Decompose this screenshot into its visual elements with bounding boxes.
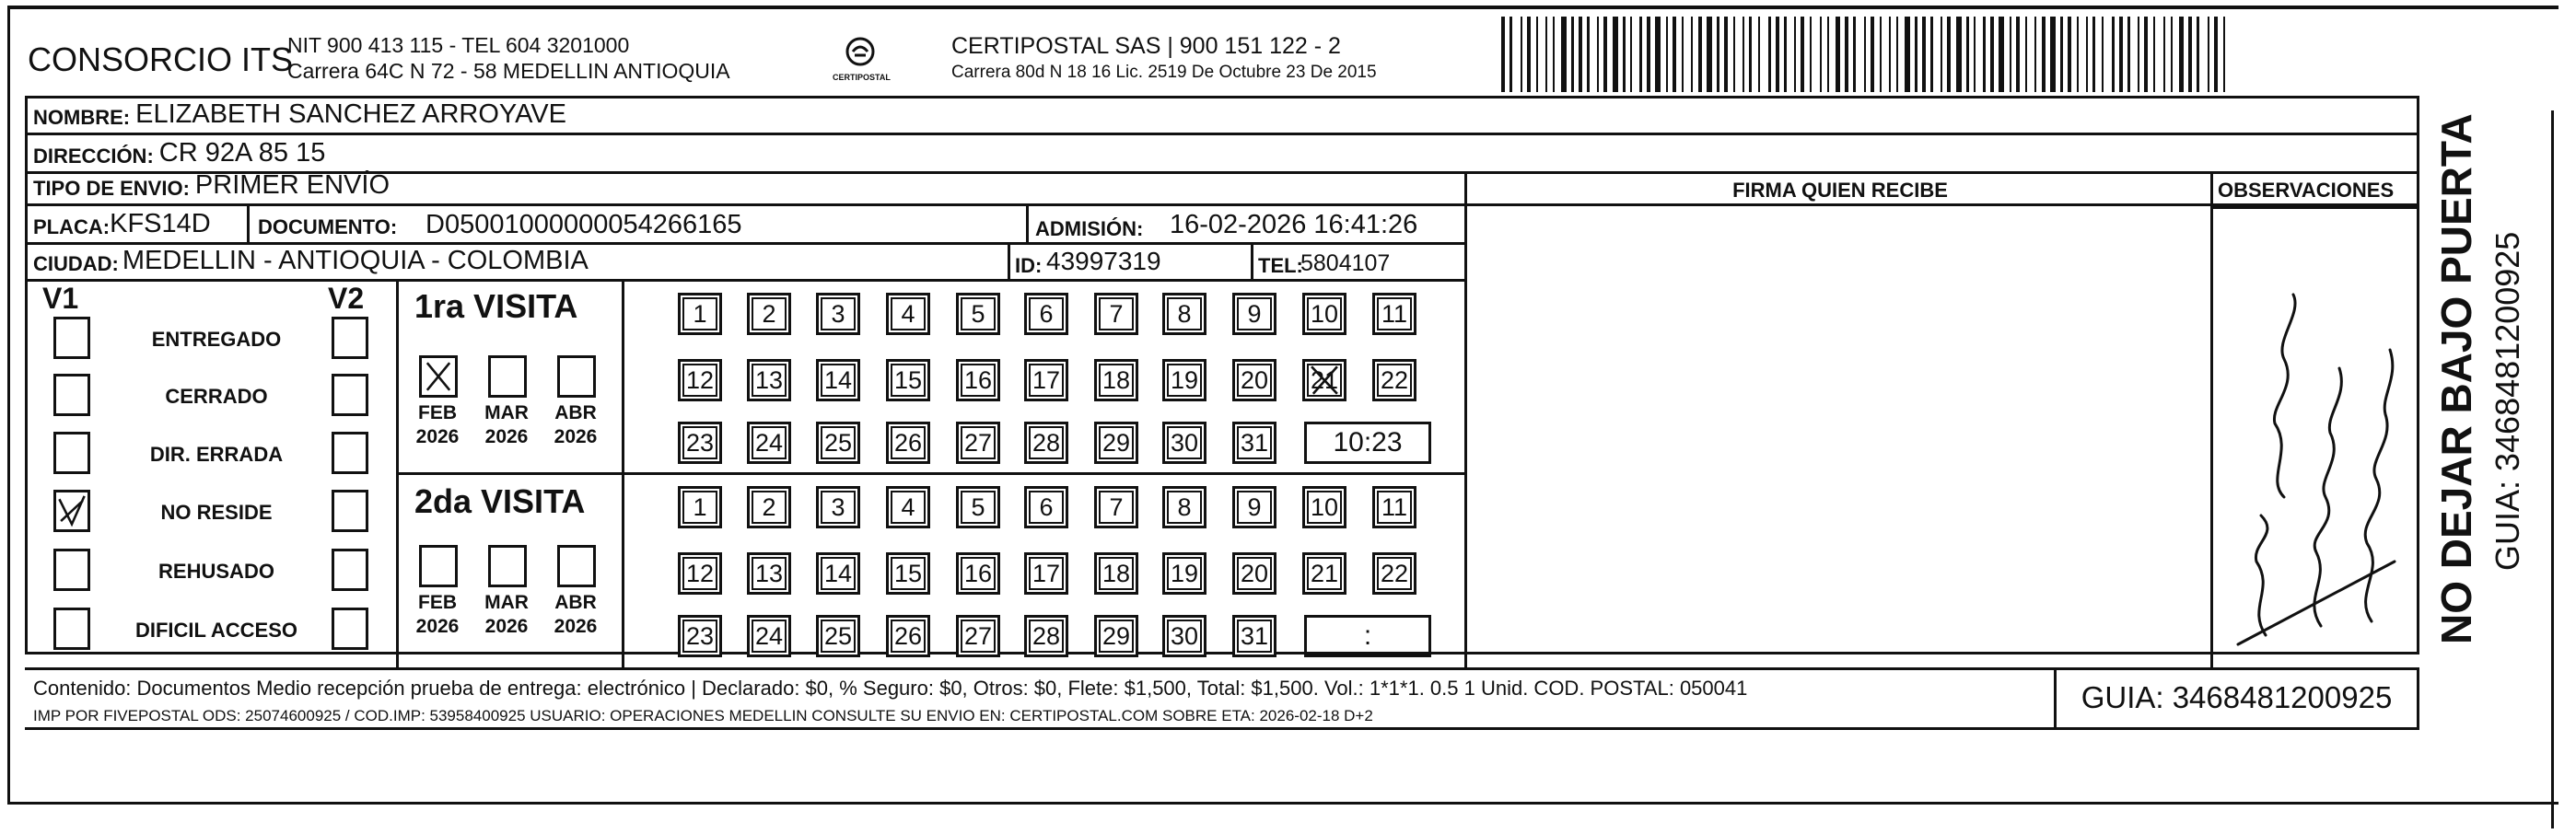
status-option-label: REHUSADO [158, 560, 274, 583]
documento-value: D05001000000054266165 [425, 210, 742, 239]
admision-divider [1026, 206, 1029, 245]
ciudad-label: CIUDAD: [33, 252, 119, 275]
day-box[interactable]: 23 [678, 422, 722, 464]
v2-checkbox[interactable] [332, 317, 368, 359]
month-year: 2026 [484, 616, 529, 637]
barcode-bar [1930, 17, 1933, 92]
visits-separator [396, 472, 1464, 475]
day-box[interactable]: 3 [816, 293, 860, 335]
barcode-bar [2092, 17, 2095, 92]
v2-checkbox[interactable] [332, 608, 368, 650]
day-box[interactable]: 2 [747, 486, 791, 528]
barcode-bar [1691, 17, 1693, 92]
status-option-label: DIR. ERRADA [149, 443, 284, 466]
tel-label: TEL: [1258, 254, 1303, 277]
day-box[interactable]: 12 [678, 359, 722, 401]
barcode-bar [1941, 17, 1942, 92]
barcode-bar [1853, 17, 1856, 92]
barcode-bar [1733, 17, 1735, 92]
barcode-bar [1784, 17, 1787, 92]
barcode-bar [2127, 17, 2130, 92]
day-box[interactable]: 19 [1162, 552, 1206, 595]
barcode-bar [1536, 17, 1538, 92]
month-year: 2026 [554, 616, 598, 637]
day-box[interactable]: 17 [1024, 552, 1068, 595]
barcode-bar [2214, 17, 2218, 92]
month-checkbox[interactable] [419, 545, 458, 587]
barcode-bar [1623, 17, 1626, 92]
day-box[interactable]: 19 [1162, 359, 1206, 401]
day-box[interactable]: 6 [1024, 293, 1068, 335]
barcode-bar [2016, 17, 2020, 92]
direccion-value: CR 92A 85 15 [158, 138, 326, 168]
placa-label: PLACA: [33, 215, 111, 238]
barcode-bar [2171, 17, 2173, 92]
barcode-bar [1743, 17, 1744, 92]
day-box[interactable]: 3 [816, 486, 860, 528]
day-box[interactable]: 22 [1372, 359, 1416, 401]
day-box[interactable]: 29 [1094, 422, 1138, 464]
barcode-bar [2112, 17, 2115, 92]
day-box[interactable]: 13 [747, 552, 791, 595]
day-box[interactable]: 10 [1302, 293, 1346, 335]
day-box[interactable]: 18 [1094, 359, 1138, 401]
month-name: ABR [554, 402, 597, 423]
tel-value: 5804107 [1300, 250, 1391, 276]
admision-value: 16-02-2026 16:41:26 [1170, 210, 1418, 239]
month-label [548, 401, 603, 449]
barcode-bar [1827, 17, 1829, 92]
barcode-bar [1905, 17, 1910, 92]
barcode-bar [1768, 17, 1771, 92]
barcode-bar [1571, 17, 1574, 92]
logo-caption: CERTIPOSTAL [833, 73, 891, 82]
day-box[interactable]: 27 [956, 615, 1000, 657]
v2-checkbox[interactable] [332, 549, 368, 591]
day-cross-mark [1305, 362, 1344, 399]
barcode-bar [2077, 17, 2079, 92]
right-edge-line [2551, 110, 2554, 828]
month-name: MAR [484, 592, 529, 613]
tipo-label: TIPO DE ENVIO: [33, 177, 190, 200]
first-visit-title: 1ra VISITA [414, 287, 578, 325]
barcode-bar [1666, 17, 1668, 92]
barcode-bar [2102, 17, 2104, 92]
day-box[interactable]: 20 [1232, 552, 1276, 595]
barcode-bar [1587, 17, 1590, 92]
time-box[interactable]: 10:23 [1304, 422, 1431, 464]
barcode-bar [1603, 17, 1607, 92]
barcode-bar [2060, 17, 2063, 92]
side-guia: GUIA: 3468481200925 [2489, 231, 2526, 571]
barcode-bar [2086, 17, 2088, 92]
barcode-bar [1864, 17, 1866, 92]
day-box[interactable]: 21 [1302, 359, 1346, 401]
month-name: ABR [554, 592, 597, 613]
day-box[interactable]: 4 [886, 486, 930, 528]
barcode-bar [2144, 17, 2148, 92]
ciudad-row [28, 245, 1464, 282]
v2-checkbox[interactable] [332, 490, 368, 532]
placa-value: KFS14D [110, 209, 211, 238]
status-option-label: DIFICIL ACCESO [134, 619, 297, 642]
barcode-bar [2153, 17, 2155, 92]
firma-divider [1464, 174, 1467, 667]
barcode-bar [1915, 17, 1917, 92]
barcode-bar [1845, 17, 1848, 92]
month-label [479, 401, 534, 449]
time-box[interactable]: : [1304, 615, 1431, 657]
month-year: 2026 [554, 426, 598, 447]
barcode-bar [1758, 17, 1760, 92]
day-box[interactable]: 30 [1162, 615, 1206, 657]
day-box[interactable]: 22 [1372, 552, 1416, 595]
barcode-bar [1810, 17, 1812, 92]
day-box[interactable]: 1 [678, 486, 722, 528]
firma-header: FIRMA QUIEN RECIBE [1732, 179, 1948, 202]
barcode-bar [1724, 17, 1728, 92]
day-box[interactable]: 29 [1094, 615, 1138, 657]
barcode-bar [1630, 17, 1632, 92]
day-box[interactable]: 16 [956, 552, 1000, 595]
barcode-bar [1966, 17, 1969, 92]
day-box[interactable]: 13 [747, 359, 791, 401]
month-name: FEB [418, 592, 457, 613]
footer-guia-box [2054, 667, 2419, 730]
ciudad-value: MEDELLIN - ANTIOQUIA - COLOMBIA [122, 246, 589, 275]
day-box[interactable]: 7 [1094, 293, 1138, 335]
barcode-bar [1974, 17, 1976, 92]
day-box[interactable]: 8 [1162, 486, 1206, 528]
status-divider [396, 282, 399, 668]
courier-line2: Carrera 80d N 18 16 Lic. 2519 De Octubre 23 De 2015 [951, 63, 1377, 82]
barcode-bar [1682, 17, 1684, 92]
id-label: ID: [1015, 254, 1043, 277]
barcode-bar [2010, 17, 2011, 92]
month-label [410, 401, 465, 449]
day-box[interactable]: 26 [886, 422, 930, 464]
barcode-bar [2197, 17, 2199, 92]
id-value: 43997319 [1046, 247, 1161, 275]
barcode-bar [1956, 17, 1962, 92]
barcode-bar [1794, 17, 1796, 92]
obs-header-line [2213, 206, 2419, 209]
barcode-bar [2025, 17, 2027, 92]
v2-checkbox[interactable] [332, 432, 368, 474]
day-box[interactable]: 5 [956, 293, 1000, 335]
barcode-bar [1647, 17, 1650, 92]
day-box[interactable]: 8 [1162, 293, 1206, 335]
documento-label: DOCUMENTO: [258, 215, 398, 238]
barcode-bar [2050, 17, 2056, 92]
day-box[interactable]: 30 [1162, 422, 1206, 464]
handwritten-observation [2210, 258, 2413, 654]
month-checkbox[interactable] [557, 355, 596, 398]
form-bottom-line [25, 727, 2056, 730]
barcode-bar [1639, 17, 1642, 92]
visit-divider [622, 282, 624, 668]
month-year: 2026 [484, 426, 529, 447]
nombre-row [28, 97, 2419, 135]
direccion-label: DIRECCIÓN: [33, 145, 154, 168]
day-box[interactable]: 20 [1232, 359, 1276, 401]
barcode-bar [1597, 17, 1599, 92]
day-box[interactable]: 7 [1094, 486, 1138, 528]
second-visit-title: 2da VISITA [414, 482, 586, 520]
barcode-bar [1990, 17, 1994, 92]
month-label [410, 591, 465, 639]
barcode-bar [1749, 17, 1752, 92]
day-box[interactable]: 12 [678, 552, 722, 595]
month-name: MAR [484, 402, 529, 423]
barcode-bar [2188, 17, 2192, 92]
barcode-bar [1655, 17, 1661, 92]
barcode-bar [1880, 17, 1882, 92]
courier-line1: CERTIPOSTAL SAS | 900 151 122 - 2 [951, 33, 1341, 59]
company-name: CONSORCIO ITS [28, 41, 294, 78]
barcode-bar [1871, 17, 1874, 92]
barcode-bar [1613, 17, 1618, 92]
v1-checkbox[interactable] [53, 432, 90, 474]
day-box[interactable]: 14 [816, 552, 860, 595]
day-box[interactable]: 23 [678, 615, 722, 657]
day-box[interactable]: 11 [1372, 293, 1416, 335]
barcode-bar [1673, 17, 1676, 92]
barcode-bar [1889, 17, 1891, 92]
month-checkbox[interactable] [488, 355, 527, 398]
barcode-bar [2034, 17, 2036, 92]
day-box[interactable]: 21 [1302, 552, 1346, 595]
footer-text-2: IMP POR FIVEPOSTAL ODS: 25074600925 / COD.IMP: 53958400925 USUARIO: OPERACIONES MEDELLIN CONSULTE SU ENVIO EN: CERTIPOSTAL.COM SOBRE ETA: 2026-02-18 D+2 [33, 707, 1373, 724]
day-box[interactable]: 31 [1232, 422, 1276, 464]
footer-guia: GUIA: 3468481200925 [2081, 679, 2393, 714]
company-info-line2: Carrera 64C N 72 - 58 MEDELLIN ANTIOQUIA [287, 59, 730, 83]
barcode-bar [2042, 17, 2046, 92]
day-box[interactable]: 5 [956, 486, 1000, 528]
barcode-bar [2119, 17, 2123, 92]
placa-divider [247, 206, 250, 245]
month-year: 2026 [415, 426, 460, 447]
day-box[interactable]: 15 [886, 359, 930, 401]
day-box[interactable]: 27 [956, 422, 1000, 464]
status-option-label: CERRADO [165, 385, 268, 408]
tel-divider [1251, 245, 1253, 282]
v2-label: V2 [328, 282, 365, 315]
month-checkbox[interactable] [419, 355, 458, 398]
barcode-bar [1521, 17, 1522, 92]
day-box[interactable]: 15 [886, 552, 930, 595]
barcode-bar [1820, 17, 1822, 92]
v1-checkbox[interactable] [53, 608, 90, 650]
barcode-bar [1561, 17, 1567, 92]
barcode-bar [1999, 17, 2004, 92]
day-box[interactable]: 4 [886, 293, 930, 335]
day-box[interactable]: 10 [1302, 486, 1346, 528]
nombre-value: ELIZABETH SANCHEZ ARROYAVE [135, 99, 566, 129]
day-box[interactable]: 9 [1232, 293, 1276, 335]
day-box[interactable]: 24 [747, 615, 791, 657]
nombre-label: NOMBRE: [33, 106, 131, 129]
day-box[interactable]: 26 [886, 615, 930, 657]
v1-checkbox[interactable] [53, 549, 90, 591]
certipostal-logo [833, 33, 891, 88]
day-box[interactable]: 14 [816, 359, 860, 401]
barcode-bar [2179, 17, 2184, 92]
day-box[interactable]: 25 [816, 615, 860, 657]
barcode-bar [2163, 17, 2165, 92]
barcode-bar [1717, 17, 1719, 92]
status-option-label: NO RESIDE [160, 501, 273, 524]
v1-checkbox[interactable] [53, 374, 90, 416]
month-checkbox[interactable] [557, 545, 596, 587]
month-label [548, 591, 603, 639]
v2-checkbox[interactable] [332, 374, 368, 416]
day-box[interactable]: 2 [747, 293, 791, 335]
day-box[interactable]: 16 [956, 359, 1000, 401]
barcode-bar [2138, 17, 2139, 92]
barcode-bar [1983, 17, 1986, 92]
barcode [1501, 0, 2238, 101]
direccion-row [28, 135, 2419, 174]
barcode-bar [1836, 17, 1840, 92]
day-box[interactable]: 11 [1372, 486, 1416, 528]
day-box[interactable]: 1 [678, 293, 722, 335]
barcode-bar [1801, 17, 1804, 92]
v1-checkbox[interactable] [53, 317, 90, 359]
month-name: FEB [418, 402, 457, 423]
side-warning: NO DEJAR BAJO PUERTA [2432, 113, 2480, 644]
day-box[interactable]: 17 [1024, 359, 1068, 401]
obs-header: OBSERVACIONES [2218, 179, 2395, 202]
v1-label: V1 [42, 282, 79, 315]
barcode-bar [1509, 17, 1512, 92]
day-box[interactable]: 6 [1024, 486, 1068, 528]
barcode-bar [1922, 17, 1926, 92]
day-box[interactable]: 31 [1232, 615, 1276, 657]
day-box[interactable]: 28 [1024, 422, 1068, 464]
day-box[interactable]: 24 [747, 422, 791, 464]
barcode-bar [2208, 17, 2209, 92]
month-label [479, 591, 534, 639]
barcode-bar [1579, 17, 1582, 92]
barcode-bar [1501, 17, 1505, 92]
barcode-bar [1698, 17, 1702, 92]
barcode-bar [2223, 17, 2225, 92]
month-year: 2026 [415, 616, 460, 637]
barcode-bar [1545, 17, 1547, 92]
admision-label: ADMISIÓN: [1035, 217, 1144, 240]
id-divider [1008, 245, 1010, 282]
company-info-line1: NIT 900 413 115 - TEL 604 3201000 [287, 33, 630, 57]
day-box[interactable]: 18 [1094, 552, 1138, 595]
barcode-bar [1707, 17, 1712, 92]
barcode-bar [1527, 17, 1531, 92]
barcode-bar [1553, 17, 1555, 92]
barcode-bar [2068, 17, 2071, 92]
barcode-bar [1947, 17, 1951, 92]
barcode-bar [1896, 17, 1898, 92]
day-box[interactable]: 9 [1232, 486, 1276, 528]
barcode-bar [1776, 17, 1779, 92]
status-option-label: ENTREGADO [151, 328, 282, 351]
footer-text-1: Contenido: Documentos Medio recepción prueba de entrega: electrónico | Declarado: $0, % Seguro: $0, Otros: $0, Flete: $1,500, Total: $1,500. Vol.: 1*1*1. 0.5 1 Unid. COD. POSTAL: 050041 [33, 677, 1748, 700]
month-checkbox[interactable] [488, 545, 527, 587]
v1-checkbox[interactable] [53, 490, 90, 532]
day-box[interactable]: 25 [816, 422, 860, 464]
tipo-value: PRIMER ENVÍO [194, 170, 390, 200]
day-box[interactable]: 28 [1024, 615, 1068, 657]
